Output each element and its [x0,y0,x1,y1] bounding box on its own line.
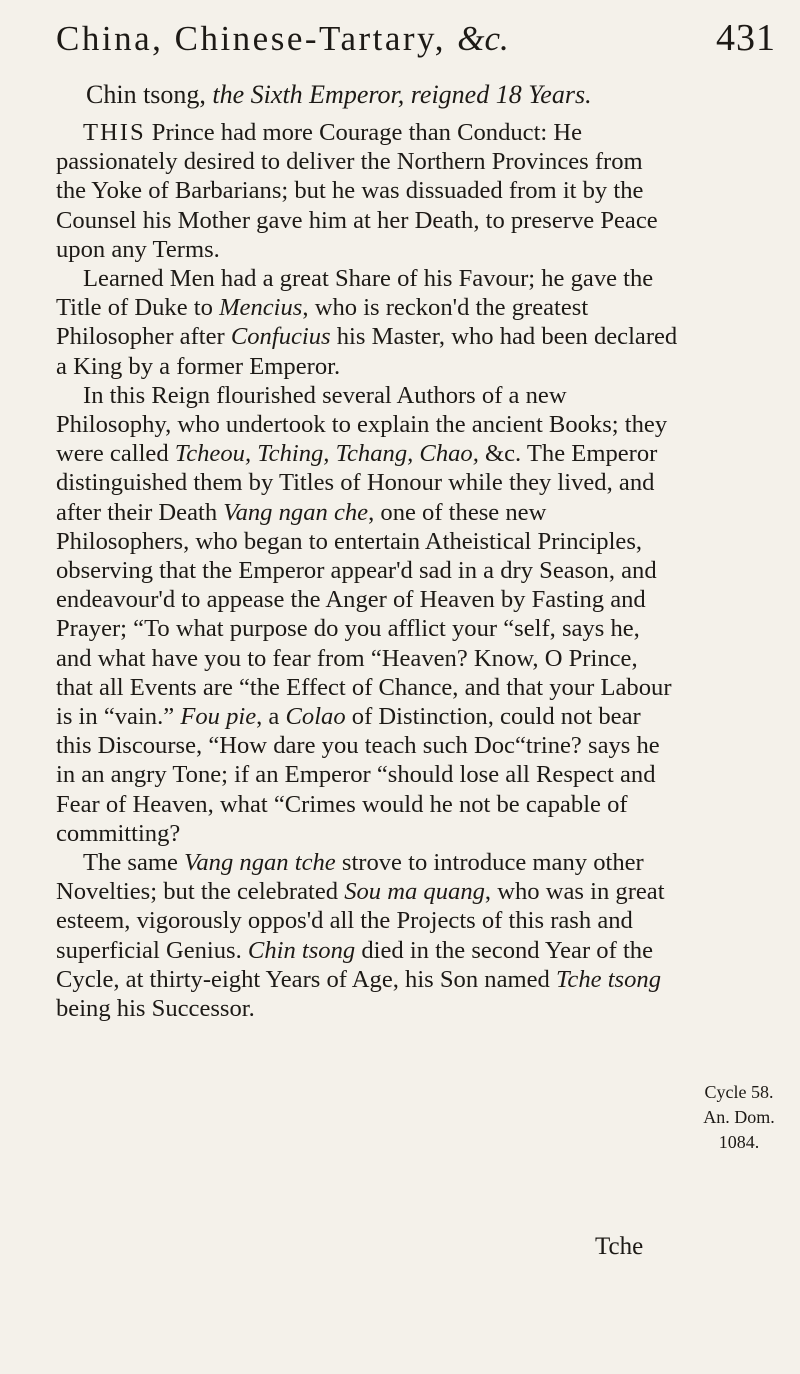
paragraph-4-text-a: The same [83,849,185,877]
name-sou-ma-quang: Sou ma quang [344,878,485,906]
paragraph-1 [56,118,678,264]
term-colao: Colao [285,703,346,731]
paragraph-2 [56,264,678,381]
section-heading [86,80,592,110]
page-number: 431 [716,17,776,59]
name-tche-tsong: Tche tsong [556,965,662,993]
paragraph-4 [56,848,678,1023]
paragraph-3-text-c: , one of these new Philosophers, who began to entertain Atheistical Principles, observing that the Emperor appear'd sad in a dry Season, and endeavour'd to appease the Anger of Heaven by Fasting and Prayer; “To what purpose do you afflict your “self, says he, and what have you to fear from “Heaven? Know, O Prince, that all Events are “the Effect of Chance, and that your Labour is in “vain.” [56,498,672,731]
paragraph-3 [56,381,678,848]
paragraph-2-text-c: his Master, who had been declared a King by a former Emperor. [56,323,678,380]
paragraph-4-text-b: strove to introduce many other Novelties; but the celebrated [56,849,644,906]
name-vang-ngan-tche: Vang ngan tche [184,849,336,877]
margin-note-cycle: Cycle 58. [704,1082,774,1102]
heading-emperor-name: Chin tsong, [86,80,206,109]
paragraph-3-text-b: &c. The Emperor distinguished them by Titles of Honour while they lived, and after their Death [56,440,658,526]
name-confucius: Confucius [230,323,331,351]
name-mencius: Mencius [219,294,303,322]
paragraph-3-text-d: , a [256,703,286,731]
paragraph-3-text-a: In this Reign flourished several Authors of a new Philosophy, who undertook to explain the ancient Books; they were called [56,381,668,468]
margin-note-an-dom: An. Dom. [703,1107,775,1127]
paragraph-4-text-d: died in the second Year of the Cycle, at thirty-eight Years of Age, his Son named [56,936,653,993]
page-header [56,16,776,72]
running-title-suffix: &c. [457,19,509,58]
paragraph-1-lead: THIS [83,119,146,146]
paragraph-1-text: Prince had more Courage than Conduct: He passionately desired to deliver the Northern Provinces from the Yoke of Barbarians; but he was dissuaded from it by the Counsel his Mother gave him at her Death, to preserve Peace upon any Terms. [56,119,658,263]
running-title-text: China, Chinese-Tartary, [56,19,447,58]
running-title [56,19,509,59]
paragraph-4-text-e: being his Successor. [56,995,255,1023]
paragraph-2-text-b: , who is reckon'd the greatest Philosopher after [56,294,589,351]
margin-note-year: 1084. [718,1132,760,1152]
paragraph-2-text-a: Learned Men had a great Share of his Favour; he gave the Title of Duke to [56,265,654,322]
paragraph-4-text-c: , who was in great esteem, vigorously oppos'd all the Projects of this rash and superficial Genius. [56,878,665,964]
philosopher-names: Tcheou, Tching, Tchang, Chao, [174,440,479,468]
paragraph-3-text-e: of Distinction, could not bear this Discourse, “How dare you teach such Doc“trine? says he in an angry Tone; if an Emperor “should lose all Respect and Fear of Heaven, what “Crimes would he not be capable of committing? [56,703,660,847]
body-text [56,118,678,1023]
name-fou-pie: Fou pie [180,703,257,731]
catchword: Tche [595,1233,644,1260]
margin-note [680,1080,798,1155]
name-vang-ngan-che: Vang ngan che [223,498,369,526]
heading-description: the Sixth Emperor, reigned 18 Years. [212,80,592,109]
name-chin-tsong: Chin tsong [247,936,356,964]
